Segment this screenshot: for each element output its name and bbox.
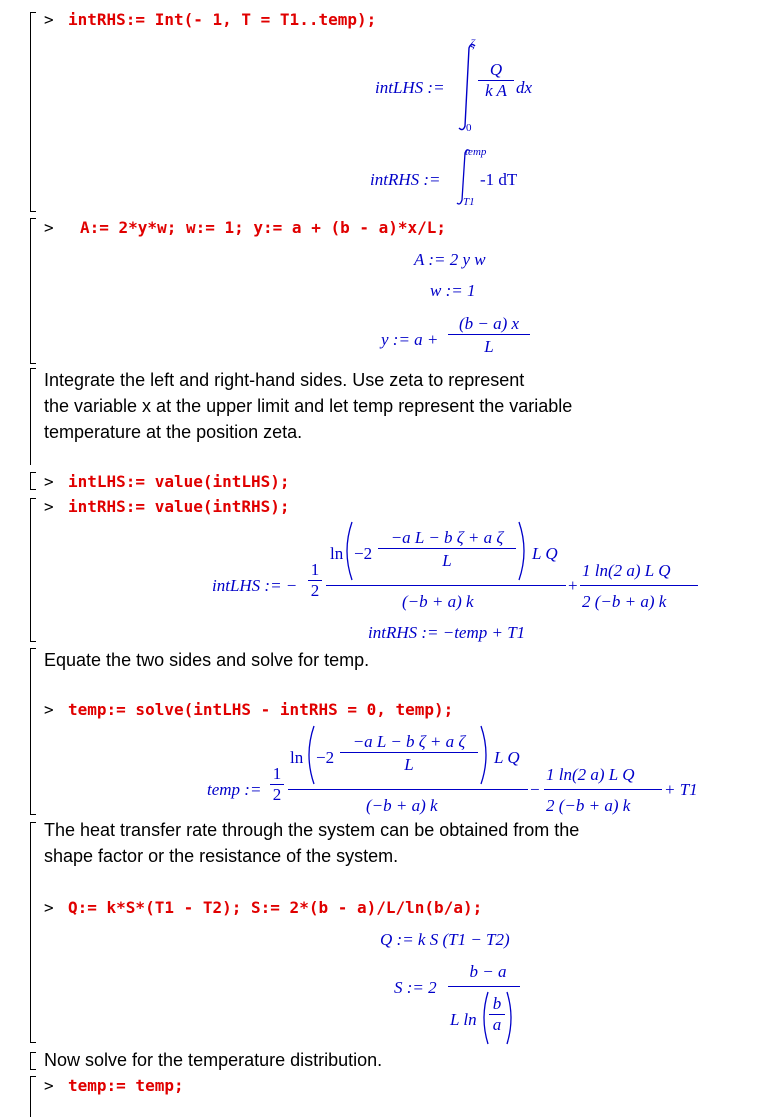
numerator: −a L − b ζ + a ζ [390,528,504,547]
text-line: shape factor or the resistance of the system. [44,846,399,866]
minus-two: −2 [354,544,373,563]
inner-fraction [378,528,516,571]
execution-group-bracket[interactable] [30,684,36,815]
denominator: k A [478,80,514,101]
numerator: b [492,994,502,1013]
execution-group-bracket[interactable] [30,12,36,212]
denominator: 2 [270,784,284,805]
S-numerator: b − a [469,962,507,981]
term2-den-a: 2 [546,796,555,815]
integral-upper-limit: ζ [470,36,475,50]
tail-LQ: L Q [494,748,520,767]
prompt: > [44,700,54,719]
text-line: temperature at the position zeta. [44,422,303,442]
input-solve[interactable]: temp:= solve(intLHS - intRHS = 0, temp); [68,700,454,719]
prompt: > [44,472,54,491]
ln-label: ln [290,748,304,767]
output-y-lhs: y := a + [381,330,439,349]
main-denominator: (−b + a) k [366,796,438,815]
output-A: A := 2 y w [414,250,486,269]
fraction [448,314,530,357]
fraction [478,60,514,101]
denominator: L [340,752,478,775]
text-equate: Equate the two sides and solve for temp. [44,650,370,670]
numerator: 1 [310,560,320,579]
denominator: 2 [308,580,322,601]
minus-two: −2 [316,748,335,767]
term2-fraction-bar [580,585,698,586]
term2-num-a: 1 [546,765,555,784]
fraction-half [308,560,322,601]
ln-label: ln [330,544,344,563]
input-temp[interactable]: temp:= temp; [68,1076,184,1095]
input-geometry[interactable]: A:= 2*y*w; w:= 1; y:= a + (b - a)*x/L; [80,218,447,237]
temp-lhs: temp := [207,780,262,799]
integrand [480,170,517,190]
ratio-fraction [489,994,505,1035]
main-denominator: (−b + a) k [402,592,474,611]
term2-numerator [546,765,634,785]
output-S-lhs: S := 2 [394,978,437,997]
input-value-intLHS[interactable]: intLHS:= value(intLHS); [68,472,290,491]
inner-fraction [340,732,478,775]
numerator: Q [489,60,503,79]
execution-group-bracket[interactable] [30,498,36,642]
term2-num-b: ln(2 a) L Q [558,765,635,784]
text-heat [44,817,579,869]
text-line: The heat transfer rate through the system can be obtained from the [44,820,580,840]
text-integrate [44,367,572,445]
differential: dx [516,78,533,97]
text-group-bracket[interactable] [30,368,36,465]
text-group-bracket[interactable] [30,1052,36,1070]
plus-T1: + T1 [664,780,698,799]
prompt: > [44,1076,54,1095]
plus-sign: + [568,576,578,595]
input-value-intRHS[interactable]: intRHS:= value(intRHS); [68,497,290,516]
input-Q-S[interactable]: Q:= k*S*(T1 - T2); S:= 2*(b - a)/L/ln(b/a); [68,898,483,917]
term2-denominator [546,796,630,816]
numerator: −a L − b ζ + a ζ [352,732,466,751]
fraction-half [270,764,284,805]
execution-group-bracket[interactable] [30,472,36,490]
right-paren [517,520,531,587]
term2-fraction-bar [544,789,662,790]
prompt: > [44,898,54,917]
intLHS-val-lhs: intLHS := − [212,576,298,595]
prompt: > [44,497,54,516]
denominator: a [489,1014,505,1035]
numerator: 1 [272,764,282,783]
input-intRHS-def[interactable]: intRHS:= Int(- 1, T = T1..temp); [68,10,377,29]
denominator: L [378,548,516,571]
text-line: the variable x at the upper limit and let temp represent the variable [44,396,573,416]
output-Q: Q := k S (T1 − T2) [380,930,510,949]
output-w: w := 1 [430,281,476,300]
integral-lower-limit: 0 [466,122,472,134]
text-group-bracket[interactable] [30,648,36,685]
integral-upper-limit: temp [465,146,487,158]
denominator: L [448,334,530,357]
minus-sign: − [530,780,540,799]
text-solve: Now solve for the temperature distribution. [44,1050,383,1070]
S-fraction-bar [448,986,520,987]
intRHS-label: intRHS := [370,170,441,189]
S-den-Lln: L ln [450,1010,477,1029]
term2-num-b: ln(2 a) L Q [594,561,671,580]
prompt: > [44,218,54,237]
term2-denominator [582,592,666,612]
text-group-bracket[interactable] [30,822,36,883]
term2-numerator [582,561,670,581]
text-line: Integrate the left and right-hand sides. Use zeta to represent [44,370,525,390]
left-paren [302,724,316,791]
execution-group-bracket[interactable] [30,1076,36,1117]
term2-den-b: (−b + a) k [594,592,667,611]
integral-lower-limit: T1 [463,196,475,208]
term2-den-a: 2 [582,592,591,611]
term2-num-a: 1 [582,561,591,580]
right-paren [505,990,517,1051]
output-intRHS-val: intRHS := −temp + T1 [368,623,526,642]
tail-LQ: L Q [532,544,558,563]
intLHS-label: intLHS := [375,78,445,97]
right-paren [479,724,493,791]
execution-group-bracket[interactable] [30,882,36,1043]
prompt: > [44,10,54,29]
execution-group-bracket[interactable] [30,218,36,364]
numerator: (b − a) x [458,314,520,333]
left-paren [340,520,354,587]
term2-den-b: (−b + a) k [558,796,631,815]
integrand-text: -1 dT [480,170,518,189]
